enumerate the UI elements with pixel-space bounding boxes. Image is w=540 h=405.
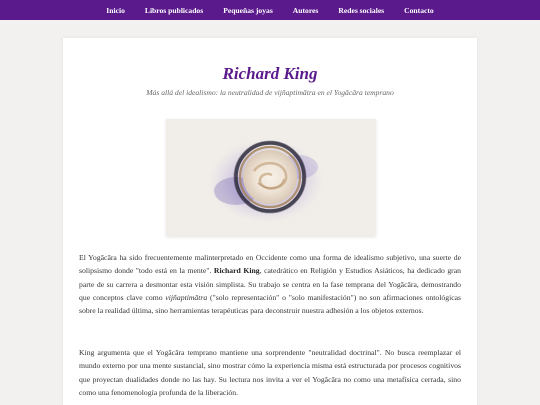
author-name-bold: Richard King xyxy=(213,266,260,276)
article-card xyxy=(63,38,477,405)
article-paragraph-1 xyxy=(79,251,461,317)
page-subtitle: Más allá del idealismo: la neutralidad de vijñaptimātra en el Yogācāra temprano xyxy=(146,88,394,97)
nav-autores[interactable]: Autores xyxy=(292,5,319,15)
page-title: Richard King xyxy=(222,64,318,83)
paragraph-1-text-b: , catedrático en Religión y Estudios Asiáticos, ha dedicado gran parte de su carrera a desmontar esta visión simplista. Su trabajo se centra en la fase temprana del Yogācāra, demostrando que conceptos clave como xyxy=(79,266,461,302)
paragraph-1-text-a: El Yogācāra ha sido frecuentemente malinterpretado en Occidente como una forma de idealismo subjetivo, una suerte de solipsismo donde "todo está en la mente". xyxy=(79,253,461,276)
nav-libros-publicados[interactable]: Libros publicados xyxy=(144,5,204,15)
term-italic: vijñaptimātra xyxy=(165,292,208,302)
paragraph-1-text-c: ("solo representación" o "solo manifestación") no son afirmaciones ontológicas sobre la realidad última, sino herramientas terapéuticas para deconstruir nuestra adhesión a los objetos externos. xyxy=(79,292,462,316)
nav-contacto[interactable]: Contacto xyxy=(404,5,434,15)
ink-circle-illustration xyxy=(166,119,376,236)
article-illustration xyxy=(166,119,376,236)
nav-redes-sociales[interactable]: Redes sociales xyxy=(338,5,385,15)
nav-inicio[interactable]: Inicio xyxy=(106,5,125,15)
nav-pequenas-joyas[interactable]: Pequeñas joyas xyxy=(223,5,273,15)
article-paragraph-2: King argumenta que el Yogācāra temprano mantiene una sorprendente "neutralidad doctrinal". No busca reemplazar el mundo externo por una mente sustancial, sino mostrar cómo la experiencia misma está estructurada por procesos cognitivos que proyectan dualidades donde no las hay. Su lectura nos invita a ver el Yogācāra no como una metafísica cerrada, sino como una fenomenología profunda de la liberación. xyxy=(79,348,461,397)
top-navbar xyxy=(0,0,540,20)
